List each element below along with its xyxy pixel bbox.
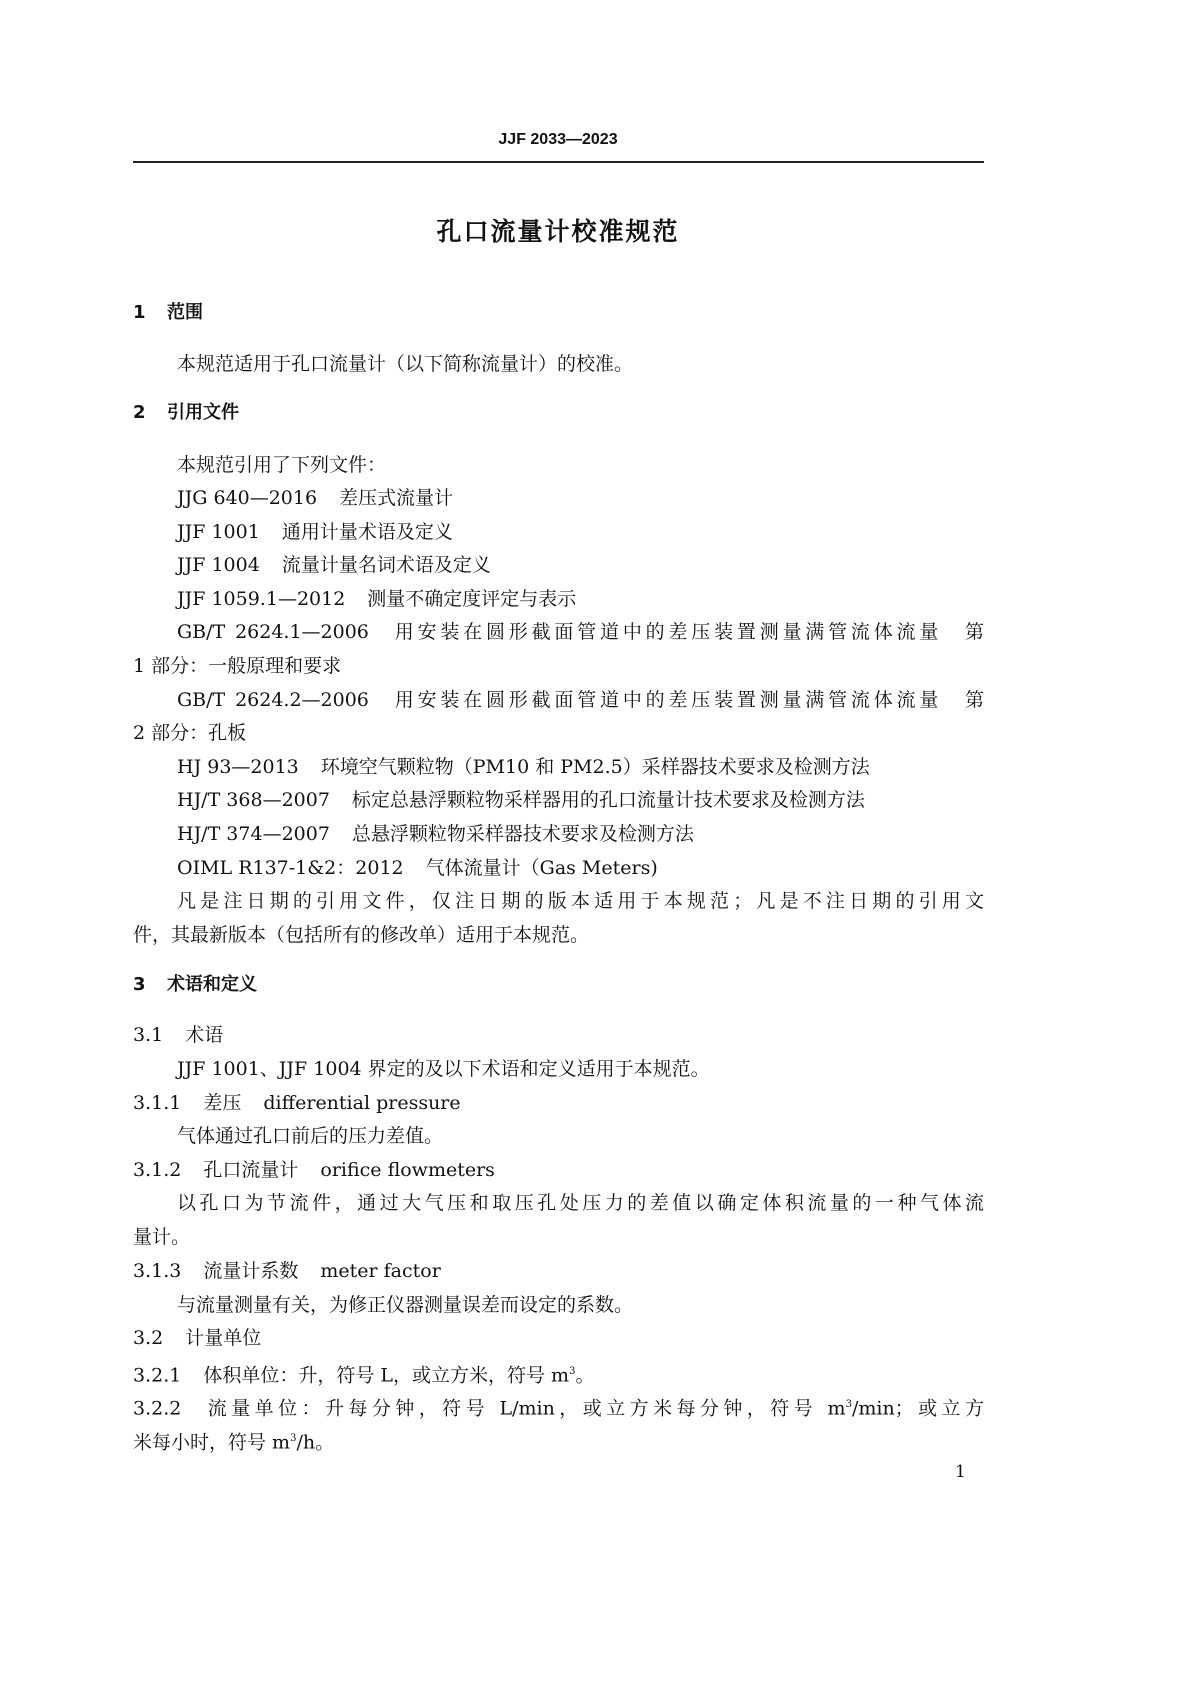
clause-number: 3.1.2 — [133, 1159, 182, 1181]
term-zh: 孔口流量计 — [203, 1159, 299, 1181]
unit-text: 体积单位：升，符号 L，或立方米，符号 m — [203, 1364, 570, 1387]
section-3-heading — [133, 973, 984, 997]
reference-name: 通用计量术语及定义 — [281, 520, 453, 543]
reference-code: OIML R137-1&2：2012 — [177, 856, 404, 879]
reference-code: JJF 1059.1—2012 — [177, 587, 346, 610]
header-rule — [133, 161, 984, 163]
scope-paragraph: 本规范适用于孔口流量计（以下简称流量计）的校准。 — [177, 353, 634, 375]
section-1-heading — [133, 301, 984, 325]
reference-item-continued: 1 部分：一般原理和要求 — [133, 655, 342, 677]
superscript: 3 — [290, 1433, 297, 1444]
unit-text: 流量单位：升每分钟，符号 L/min，或立方米每分钟，符号 m — [203, 1397, 846, 1420]
reference-item — [177, 688, 984, 712]
unit-text: /h。 — [296, 1431, 335, 1454]
term-3-1-3 — [133, 1259, 984, 1283]
document-title: 孔口流量计校准规范 — [436, 217, 680, 246]
term-zh: 差压 — [203, 1092, 242, 1114]
term-en: orifice flowmeters — [320, 1159, 495, 1181]
terms-intro: JJF 1001、JJF 1004 界定的及以下术语和定义适用于本规范。 — [177, 1058, 710, 1080]
section-number: 2 — [133, 402, 146, 423]
reference-name: 差压式流量计 — [339, 487, 454, 509]
section-number: 3 — [133, 974, 146, 995]
page-number: 1 — [955, 1462, 966, 1482]
reference-item — [177, 520, 984, 544]
reference-name: 测量不确定度评定与表示 — [367, 587, 577, 610]
superscript: 3 — [845, 1399, 852, 1410]
reference-code: HJ/T 368—2007 — [177, 789, 330, 812]
reference-code: JJG 640—2016 — [177, 487, 318, 509]
clause-number: 3.2.1 — [133, 1364, 182, 1387]
reference-item — [177, 620, 984, 644]
section-title: 术语和定义 — [167, 974, 257, 995]
section-2-heading — [133, 401, 984, 425]
term-definition: 气体通过孔口前后的压力差值。 — [177, 1125, 444, 1147]
superscript: 3 — [569, 1366, 576, 1377]
document-code-header: JJF 2033—2023 — [498, 131, 618, 148]
reference-note-line2: 件，其最新版本（包括所有的修改单）适用于本规范。 — [133, 924, 590, 946]
references-intro: 本规范引用了下列文件： — [177, 454, 387, 476]
unit-3-2-2-line2 — [133, 1427, 984, 1454]
term-definition: 与流量测量有关，为修正仪器测量误差而设定的系数。 — [177, 1294, 634, 1316]
reference-name: 用安装在圆形截面管道中的差压装置测量满管流体流量 第 — [390, 621, 984, 644]
section-number: 1 — [133, 302, 146, 323]
reference-name: 用安装在圆形截面管道中的差压装置测量满管流体流量 第 — [390, 688, 984, 711]
unit-3-2-1 — [133, 1360, 984, 1387]
term-zh: 流量计系数 — [203, 1260, 299, 1282]
section-title: 引用文件 — [167, 402, 239, 423]
subsection-3-1 — [133, 1023, 984, 1047]
reference-name: 环境空气颗粒物（PM10 和 PM2.5）采样器技术要求及检测方法 — [320, 755, 870, 778]
reference-code: JJF 1001 — [177, 520, 260, 543]
unit-3-2-2-line1 — [133, 1393, 984, 1420]
unit-text: 米每小时，符号 m — [133, 1431, 291, 1454]
term-3-1-2 — [133, 1158, 984, 1182]
section-title: 范围 — [167, 302, 203, 323]
reference-item — [177, 486, 984, 510]
term-definition-line2: 量计。 — [133, 1226, 191, 1248]
term-en: meter factor — [320, 1260, 441, 1282]
clause-title: 计量单位 — [185, 1327, 262, 1349]
term-en: differential pressure — [263, 1092, 461, 1114]
reference-code: GB/T 2624.2—2006 — [177, 688, 369, 711]
clause-number: 3.1.3 — [133, 1260, 182, 1282]
reference-item — [177, 856, 984, 880]
reference-code: HJ 93—2013 — [177, 755, 299, 778]
reference-name: 标定总悬浮颗粒物采样器用的孔口流量计技术要求及检测方法 — [351, 789, 865, 812]
unit-text-end: 。 — [575, 1364, 595, 1387]
reference-code: HJ/T 374—2007 — [177, 823, 330, 845]
reference-name: 总悬浮颗粒物采样器技术要求及检测方法 — [351, 823, 694, 845]
clause-number: 3.2 — [133, 1327, 164, 1349]
reference-item — [177, 755, 984, 779]
term-definition-line1: 以孔口为节流件，通过大气压和取压孔处压力的差值以确定体积流量的一种气体流 — [177, 1192, 984, 1214]
reference-item — [177, 553, 984, 577]
clause-number: 3.1.1 — [133, 1092, 182, 1114]
reference-code: GB/T 2624.1—2006 — [177, 621, 369, 644]
reference-note-line1: 凡是注日期的引用文件，仅注日期的版本适用于本规范；凡是不注日期的引用文 — [177, 890, 984, 912]
reference-code: JJF 1004 — [177, 554, 260, 577]
reference-name: 气体流量计（Gas Meters) — [425, 856, 658, 879]
reference-name: 流量计量名词术语及定义 — [281, 554, 491, 577]
clause-number: 3.2.2 — [133, 1397, 182, 1420]
reference-item-continued: 2 部分：孔板 — [133, 722, 247, 745]
term-3-1-1 — [133, 1091, 984, 1115]
clause-title: 术语 — [185, 1024, 224, 1046]
reference-item — [177, 587, 984, 611]
clause-number: 3.1 — [133, 1024, 164, 1046]
reference-item — [177, 788, 984, 812]
reference-item — [177, 822, 984, 846]
subsection-3-2 — [133, 1326, 984, 1350]
unit-text: /min；或立方 — [851, 1397, 984, 1420]
